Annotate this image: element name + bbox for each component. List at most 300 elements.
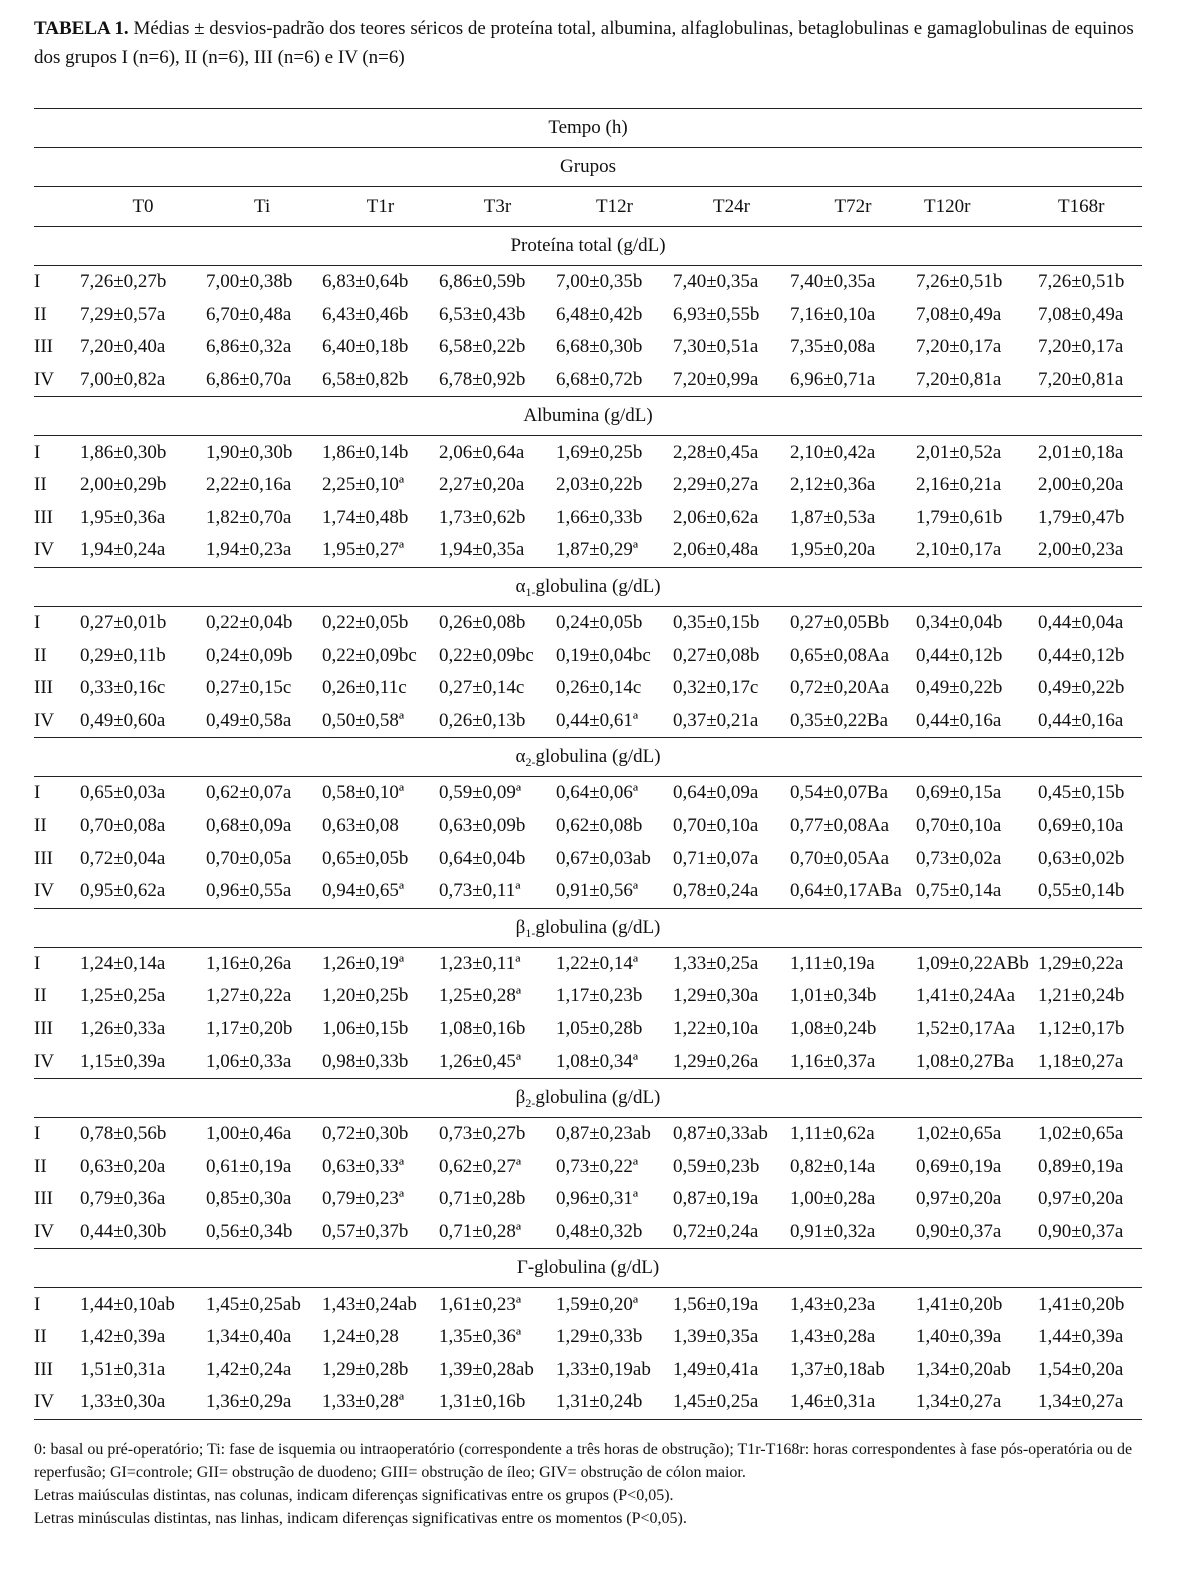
table-cell: 1,06±0,33a (206, 1045, 322, 1078)
table-row (34, 299, 1142, 332)
table-cell: 0,72±0,20Aa (790, 677, 890, 699)
caption-label: TABELA 1. (34, 18, 129, 39)
table-cell: 6,70±0,48a (206, 303, 292, 325)
table-cell: 1,08±0,34ª (556, 1045, 673, 1078)
table-cell: 7,26±0,27b (80, 271, 167, 293)
table-cell: 1,87±0,53a (790, 506, 876, 528)
table-cell: 1,31±0,24b (556, 1386, 673, 1419)
group-label: III (34, 336, 53, 358)
table-cell: 0,44±0,61ª (556, 705, 673, 738)
table-cell: 7,40±0,35a (790, 271, 876, 293)
table-cell: 0,59±0,23b (673, 1155, 760, 1177)
table-cell: 1,08±0,16b (439, 1017, 526, 1039)
table-cell: 1,25±0,25a (80, 985, 166, 1007)
group-label: IV (34, 1386, 80, 1419)
table-cell: 1,39±0,35a (673, 1326, 759, 1348)
table-cell: 0,63±0,08 (322, 815, 399, 837)
table-cell: 0,22±0,09bc (439, 644, 534, 666)
table-cell: 1,94±0,24a (80, 534, 206, 567)
table-cell: 7,08±0,49a (1038, 303, 1124, 325)
table-row (34, 1321, 1142, 1354)
table-cell: 1,00±0,28a (790, 1188, 876, 1210)
table-cell: 0,44±0,16a (1038, 705, 1142, 738)
table-cell: 0,22±0,04b (206, 612, 293, 634)
table-cell: 0,44±0,30b (80, 1216, 206, 1249)
table-cell: 2,06±0,48a (673, 534, 790, 567)
column-header: T24r (673, 187, 790, 227)
table-cell: 0,64±0,09a (673, 782, 759, 804)
table-cell: 0,35±0,22Ba (790, 705, 916, 738)
table-body (34, 109, 1142, 1420)
table-cell: 2,00±0,29b (80, 474, 167, 496)
group-label: IV (34, 1045, 80, 1078)
table-cell: 1,08±0,24b (790, 1017, 877, 1039)
section-title: Γ-globulina (g/dL) (34, 1249, 1142, 1288)
table-cell: 6,86±0,70a (206, 364, 322, 397)
table-cell: 1,02±0,65a (1038, 1123, 1124, 1145)
table-cell: 0,49±0,60a (80, 705, 206, 738)
table-cell: 0,89±0,19a (1038, 1155, 1124, 1177)
table-cell: 0,48±0,32b (556, 1216, 673, 1249)
table-cell: 0,87±0,23ab (556, 1123, 651, 1145)
column-header: T72r (790, 187, 916, 227)
column-header: T1r (322, 187, 439, 227)
table-cell: 0,27±0,01b (80, 612, 167, 634)
table-cell: 1,11±0,19a (790, 952, 875, 974)
table-cell: 1,26±0,19ª (322, 952, 405, 974)
table-cell: 2,10±0,17a (916, 534, 1038, 567)
table-cell: 1,33±0,28ª (322, 1386, 439, 1419)
footnote-3: Letras minúsculas distintas, nas linhas, indicam diferenças significativas entre os momentos (P<0,05). (34, 1510, 687, 1527)
table-cell: 1,44±0,39a (1038, 1326, 1124, 1348)
table-cell: 7,26±0,51b (1038, 271, 1125, 293)
table-cell: 1,94±0,35a (439, 534, 556, 567)
section-title-symbol: α (515, 575, 526, 597)
section-title-text: globulina (g/dL) (535, 916, 661, 938)
table-cell: 1,21±0,24b (1038, 985, 1125, 1007)
table-cell: 0,91±0,56ª (556, 875, 673, 908)
table-cell: 1,95±0,20a (790, 534, 916, 567)
table-cell: 2,01±0,52a (916, 441, 1002, 463)
table-row (34, 331, 1142, 364)
table-cell: 7,20±0,40a (80, 336, 166, 358)
table-cell: 7,40±0,35a (673, 271, 759, 293)
table-cell: 0,24±0,09b (206, 644, 293, 666)
table-cell: 0,45±0,15b (1038, 782, 1125, 804)
table-cell: 1,24±0,14a (80, 952, 166, 974)
section-title (34, 1078, 1142, 1117)
table-cell: 1,56±0,19a (673, 1293, 759, 1315)
table-cell: 1,95±0,27ª (322, 534, 439, 567)
table-cell: 1,25±0,28ª (439, 985, 522, 1007)
section-title (34, 567, 1142, 606)
table-cell: 6,68±0,72b (556, 364, 673, 397)
table-row (34, 980, 1142, 1013)
table-cell: 6,58±0,82b (322, 364, 439, 397)
table-row (34, 364, 1142, 397)
table-cell: 1,35±0,36ª (439, 1326, 522, 1348)
table-cell: 0,59±0,09ª (439, 782, 522, 804)
table-cell: 1,17±0,20b (206, 1017, 293, 1039)
group-label: IV (34, 705, 80, 738)
table-cell: 1,16±0,26a (206, 952, 292, 974)
table-cell: 1,69±0,25b (556, 441, 643, 463)
table-cell: 1,41±0,24Aa (916, 985, 1016, 1007)
column-header-row (34, 187, 1142, 227)
table-cell: 1,33±0,25a (673, 952, 759, 974)
table-cell: 0,70±0,10a (916, 815, 1002, 837)
group-label: III (34, 506, 53, 528)
table-cell: 1,45±0,25ab (206, 1293, 301, 1315)
table-cell: 1,20±0,25b (322, 985, 409, 1007)
table-cell: 0,70±0,10a (673, 815, 759, 837)
table-cell: 0,72±0,04a (80, 847, 166, 869)
table-cell: 0,71±0,28ª (439, 1216, 556, 1249)
table-cell: 2,00±0,23a (1038, 534, 1142, 567)
table-cell: 0,19±0,04bc (556, 644, 651, 666)
table-cell: 1,06±0,15b (322, 1017, 409, 1039)
table-cell: 1,26±0,33a (80, 1017, 166, 1039)
table-cell: 6,86±0,59b (439, 271, 526, 293)
group-label: I (34, 441, 41, 463)
table-cell: 7,29±0,57a (80, 303, 166, 325)
section-header-row (34, 1078, 1142, 1117)
table-cell: 1,44±0,10ab (80, 1293, 175, 1315)
table-cell: 2,25±0,10ª (322, 474, 405, 496)
table-cell: 0,85±0,30a (206, 1188, 292, 1210)
table-cell: 0,87±0,33ab (673, 1123, 768, 1145)
section-title (34, 908, 1142, 947)
table-cell: 0,63±0,33ª (322, 1155, 405, 1177)
table-cell: 1,40±0,39a (916, 1326, 1002, 1348)
table-cell: 1,86±0,30b (80, 441, 167, 463)
table-cell: 0,69±0,10a (1038, 815, 1124, 837)
table-cell: 6,43±0,46b (322, 303, 409, 325)
table-row (34, 842, 1142, 875)
table-cell: 0,34±0,04b (916, 612, 1003, 634)
table-cell: 0,62±0,27ª (439, 1155, 522, 1177)
table-cell: 0,63±0,09b (439, 815, 526, 837)
table-cell: 0,75±0,14a (916, 875, 1038, 908)
table-cell: 0,32±0,17c (673, 677, 759, 699)
table-row (34, 469, 1142, 502)
table-row (34, 606, 1142, 639)
table-cell: 0,97±0,20a (1038, 1188, 1124, 1210)
table-cell: 1,29±0,26a (673, 1045, 790, 1078)
group-label: III (34, 1188, 53, 1210)
table-cell: 1,49±0,41a (673, 1358, 759, 1380)
table-cell: 1,43±0,28a (790, 1326, 876, 1348)
table-cell: 1,90±0,30b (206, 441, 293, 463)
table-row (34, 875, 1142, 908)
table-cell: 1,34±0,27a (916, 1386, 1038, 1419)
table-cell: 0,65±0,03a (80, 782, 166, 804)
table-cell: 1,82±0,70a (206, 506, 292, 528)
table-cell: 0,64±0,17ABa (790, 875, 916, 908)
table-cell: 0,70±0,08a (80, 815, 166, 837)
group-label: I (34, 1123, 41, 1145)
section-title-subscript: 2- (525, 1095, 536, 1110)
table-cell: 0,70±0,05a (206, 847, 292, 869)
table-cell: 0,49±0,22b (1038, 677, 1125, 699)
table-cell: 0,72±0,30b (322, 1123, 409, 1145)
table-cell: 2,22±0,16a (206, 474, 292, 496)
table-cell: 1,34±0,40a (206, 1326, 292, 1348)
table-cell: 0,33±0,16c (80, 677, 166, 699)
table-row (34, 705, 1142, 738)
table-row (34, 947, 1142, 980)
table-cell: 0,44±0,12b (1038, 644, 1125, 666)
table-cell: 1,66±0,33b (556, 506, 643, 528)
table-cell: 0,26±0,11c (322, 677, 407, 699)
table-row (34, 810, 1142, 843)
table-cell: 1,22±0,10a (673, 1017, 759, 1039)
section-title-subscript: 2- (525, 755, 536, 770)
table-cell: 7,20±0,17a (1038, 336, 1124, 358)
table-cell: 0,78±0,56b (80, 1123, 167, 1145)
table-cell: 1,86±0,14b (322, 441, 409, 463)
table-row (34, 1353, 1142, 1386)
table-row (34, 1386, 1142, 1419)
table-cell: 0,73±0,02a (916, 847, 1002, 869)
table-cell: 1,45±0,25a (673, 1386, 790, 1419)
table-cell: 0,56±0,34b (206, 1216, 322, 1249)
table-cell: 7,00±0,82a (80, 364, 206, 397)
section-title-subscript: 1- (525, 925, 536, 940)
table-cell: 6,78±0,92b (439, 364, 556, 397)
table-cell: 1,36±0,29a (206, 1386, 322, 1419)
table-cell: 6,96±0,71a (790, 364, 916, 397)
table-row (34, 639, 1142, 672)
table-cell: 1,17±0,23b (556, 985, 643, 1007)
table-row (34, 777, 1142, 810)
table-cell: 0,50±0,58ª (322, 705, 439, 738)
table-cell: 6,58±0,22b (439, 336, 526, 358)
table-cell: 7,20±0,99a (673, 364, 790, 397)
table-cell: 1,09±0,22ABb (916, 952, 1029, 974)
table-cell: 0,67±0,03ab (556, 847, 651, 869)
table-cell: 0,26±0,13b (439, 705, 556, 738)
section-title-text: globulina (g/dL) (535, 746, 661, 768)
group-label: I (34, 271, 41, 293)
group-label: II (34, 1326, 47, 1348)
table-cell: 2,28±0,45a (673, 441, 759, 463)
table-cell: 1,39±0,28ab (439, 1358, 534, 1380)
table-cell: 1,41±0,20b (1038, 1293, 1125, 1315)
table-cell: 0,26±0,08b (439, 612, 526, 634)
table-cell: 0,91±0,32a (790, 1216, 916, 1249)
table-row (34, 1216, 1142, 1249)
table-cell: 1,31±0,16b (439, 1386, 556, 1419)
table-cell: 7,35±0,08a (790, 336, 876, 358)
table-cell: 2,27±0,20a (439, 474, 525, 496)
table-cell: 0,82±0,14a (790, 1155, 876, 1177)
table-cell: 0,70±0,05Aa (790, 847, 890, 869)
table-cell: 1,87±0,29ª (556, 534, 673, 567)
table-cell: 2,29±0,27a (673, 474, 759, 496)
table-caption (34, 14, 1154, 72)
table-cell: 1,26±0,45ª (439, 1045, 556, 1078)
table-cell: 0,73±0,27b (439, 1123, 526, 1145)
section-title-symbol: β (515, 1086, 526, 1108)
table-cell: 2,12±0,36a (790, 474, 876, 496)
table-cell: 2,03±0,22b (556, 474, 643, 496)
table-cell: 1,00±0,46a (206, 1123, 292, 1145)
table-cell: 1,29±0,22a (1038, 952, 1124, 974)
section-title: Albumina (g/dL) (34, 397, 1142, 436)
table-cell: 0,24±0,05b (556, 612, 643, 634)
section-header-row (34, 908, 1142, 947)
table-cell: 0,79±0,36a (80, 1188, 166, 1210)
table-cell: 0,26±0,14c (556, 677, 642, 699)
column-header: T0 (80, 187, 206, 227)
table-cell: 0,63±0,20a (80, 1155, 166, 1177)
table-cell: 0,69±0,15a (916, 782, 1002, 804)
table-cell: 0,54±0,07Ba (790, 782, 889, 804)
table-cell: 0,27±0,15c (206, 677, 292, 699)
group-label: II (34, 1155, 47, 1177)
table-cell: 0,27±0,05Bb (790, 612, 890, 634)
section-title-text: globulina (g/dL) (535, 575, 661, 597)
table-cell: 0,98±0,33b (322, 1045, 439, 1078)
table-cell: 0,94±0,65ª (322, 875, 439, 908)
header-time: Tempo (h) (34, 109, 1142, 148)
table-cell: 2,16±0,21a (916, 474, 1002, 496)
section-header-row (34, 738, 1142, 777)
table-cell: 1,79±0,61b (916, 506, 1003, 528)
table-cell: 0,69±0,19a (916, 1155, 1002, 1177)
table-cell: 6,93±0,55b (673, 303, 760, 325)
group-label: I (34, 1293, 41, 1315)
table-cell: 0,63±0,02b (1038, 847, 1125, 869)
table-row (34, 672, 1142, 705)
column-header-blank (34, 187, 80, 227)
table-cell: 1,79±0,47b (1038, 506, 1125, 528)
table-cell: 1,33±0,19ab (556, 1358, 651, 1380)
table-cell: 7,20±0,81a (1038, 364, 1142, 397)
table-cell: 7,16±0,10a (790, 303, 876, 325)
table-row (34, 1117, 1142, 1150)
table-cell: 0,22±0,05b (322, 612, 409, 634)
section-title-symbol: β (515, 916, 526, 938)
table-cell: 0,61±0,19a (206, 1155, 292, 1177)
table-cell: 1,27±0,22a (206, 985, 292, 1007)
table-cell: 0,44±0,04a (1038, 612, 1124, 634)
table-cell: 0,58±0,10ª (322, 782, 405, 804)
table-cell: 6,83±0,64b (322, 271, 409, 293)
caption-text: Médias ± desvios-padrão dos teores séricos de proteína total, albumina, alfaglobulinas, betaglobulinas e gamaglobulinas de equinos dos grupos I (n=6), II (n=6), III (n=6) e IV (n=6) (34, 18, 1134, 68)
table-cell: 1,34±0,27a (1038, 1386, 1142, 1419)
table-cell: 0,55±0,14b (1038, 875, 1142, 908)
table-cell: 2,01±0,18a (1038, 441, 1124, 463)
section-title (34, 738, 1142, 777)
table-cell: 1,34±0,20ab (916, 1358, 1011, 1380)
section-header-row (34, 397, 1142, 436)
column-header: T168r (1038, 187, 1142, 227)
table-cell: 1,29±0,30a (673, 985, 759, 1007)
table-cell: 1,37±0,18ab (790, 1358, 885, 1380)
table-cell: 6,68±0,30b (556, 336, 643, 358)
table-cell: 1,02±0,65a (916, 1123, 1002, 1145)
footnote-1: 0: basal ou pré-operatório; Ti: fase de isquemia ou intraoperatório (correspondente a três horas de obstrução); T1r-T168r: horas correspondentes à fase pós-operatória ou de reperfusão; GI=controle; GII= obstrução de duodeno; GIII= obstrução de íleo; GIV= obstrução de cólon maior. (34, 1441, 1133, 1481)
footnotes (34, 1438, 1146, 1530)
table-cell: 0,44±0,16a (916, 705, 1038, 738)
table-cell: 0,22±0,09bc (322, 644, 417, 666)
group-label: III (34, 847, 53, 869)
column-header: Ti (206, 187, 322, 227)
group-label: I (34, 782, 41, 804)
table-cell: 1,52±0,17Aa (916, 1017, 1016, 1039)
group-label: I (34, 612, 41, 634)
table-cell: 7,20±0,17a (916, 336, 1002, 358)
table-cell: 0,71±0,28b (439, 1188, 526, 1210)
group-label: IV (34, 364, 80, 397)
table-cell: 0,90±0,37a (1038, 1216, 1142, 1249)
table-cell: 0,68±0,09a (206, 815, 292, 837)
table-cell: 1,15±0,39a (80, 1045, 206, 1078)
table-cell: 6,53±0,43b (439, 303, 526, 325)
section-title-subscript: 1- (525, 584, 536, 599)
table-row (34, 1045, 1142, 1078)
table-row (34, 1150, 1142, 1183)
table-cell: 0,65±0,08Aa (790, 644, 890, 666)
table-cell: 1,42±0,24a (206, 1358, 292, 1380)
table-cell: 1,61±0,23ª (439, 1293, 522, 1315)
table-cell: 0,27±0,08b (673, 644, 760, 666)
table-cell: 1,18±0,27a (1038, 1045, 1142, 1078)
table-cell: 0,73±0,11ª (439, 875, 556, 908)
table-cell: 0,79±0,23ª (322, 1188, 405, 1210)
group-label: IV (34, 1216, 80, 1249)
table-cell: 0,87±0,19a (673, 1188, 759, 1210)
table-cell: 7,00±0,35b (556, 271, 643, 293)
table-cell: 7,00±0,38b (206, 271, 293, 293)
table-cell: 1,23±0,11ª (439, 952, 521, 974)
table-cell: 0,27±0,14c (439, 677, 525, 699)
section-header-row (34, 1249, 1142, 1288)
table-cell: 7,08±0,49a (916, 303, 1002, 325)
table-cell: 7,20±0,81a (916, 364, 1038, 397)
table-cell: 1,11±0,62a (790, 1123, 875, 1145)
table-cell: 1,54±0,20a (1038, 1358, 1124, 1380)
table-cell: 0,97±0,20a (916, 1188, 1002, 1210)
table-cell: 1,95±0,36a (80, 506, 166, 528)
table-cell: 1,41±0,20b (916, 1293, 1003, 1315)
header-row-groups (34, 148, 1142, 187)
table-cell: 0,37±0,21a (673, 705, 790, 738)
table-cell: 1,24±0,28 (322, 1326, 399, 1348)
column-header: T3r (439, 187, 556, 227)
table-row (34, 534, 1142, 567)
group-label: III (34, 677, 53, 699)
table-cell: 0,57±0,37b (322, 1216, 439, 1249)
header-groups: Grupos (34, 148, 1142, 187)
table-cell: 1,74±0,48b (322, 506, 409, 528)
group-label: IV (34, 875, 80, 908)
table-cell: 2,00±0,20a (1038, 474, 1124, 496)
table-cell: 1,29±0,28b (322, 1358, 409, 1380)
table-cell: 1,08±0,27Ba (916, 1045, 1038, 1078)
group-label: II (34, 644, 47, 666)
table-cell: 1,01±0,34b (790, 985, 877, 1007)
table-cell: 1,29±0,33b (556, 1326, 643, 1348)
table-cell: 7,26±0,51b (916, 271, 1003, 293)
table-cell: 1,43±0,23a (790, 1293, 876, 1315)
section-title-text: globulina (g/dL) (535, 1086, 661, 1108)
table-cell: 1,94±0,23a (206, 534, 322, 567)
table-cell: 1,59±0,20ª (556, 1293, 639, 1315)
table-cell: 1,51±0,31a (80, 1358, 166, 1380)
